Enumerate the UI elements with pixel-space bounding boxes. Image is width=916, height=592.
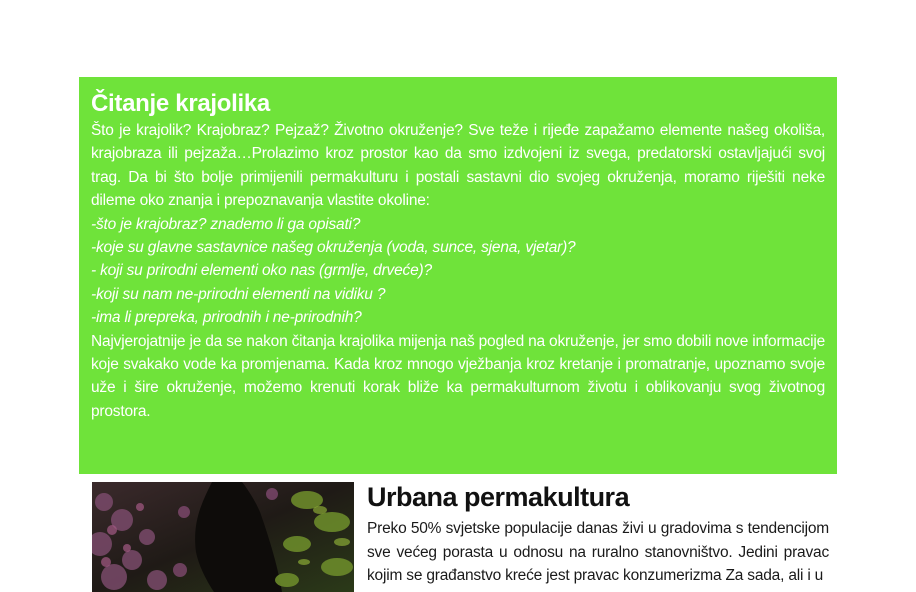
question-item: -ima li prepreka, prirodnih i ne-prirodnih? — [91, 309, 362, 327]
article-body: Preko 50% svjetske populacije danas živi u gradovima s tendencijom sve većeg porasta u odnosu na ruralno stanovništvo. Jedini pravac kojim se građanstvo kreće jest pravac konzumerizma Za sada, ali i u — [367, 520, 829, 584]
question-list — [91, 213, 825, 330]
question-item: - koji su prirodni elementi oko nas (grmlje, drveće)? — [91, 262, 432, 280]
garden-photo-graphic — [92, 482, 354, 592]
question-item: -što je krajobraz? znademo li ga opisati? — [91, 215, 361, 233]
garden-photo — [92, 482, 354, 592]
reading-landscape-box — [79, 77, 837, 474]
box-conclusion: Najvjerojatnije je da se nakon čitanja krajolika mijenja naš pogled na okruženje, jer smo dobili nove informacije koje svakako vode ka promjenama. Kada kroz mnogo vježbanja kroz kretanje i promatranje, upoznamo svoje uže i šire okruženje, možemo krenuti korak bliže ka permakulturnom životu i oblikovanju svog životnog prostora. — [91, 332, 825, 420]
question-item: -koji su nam ne-prirodni elementi na vidiku ? — [91, 285, 386, 303]
box-intro: Što je krajolik? Krajobraz? Pejzaž? Životno okruženje? Sve teže i rijeđe zapažamo elemente našeg okoliša, krajobraza ili pejzaža…Prolazimo kroz prostor kao da smo izdvojeni iz svega, predatorski ostavljajući svoj trag. Da bi što bolje primijenili permakulturu i postali sastavni dio svojeg okruženja, moramo riješiti neke dileme oko znanja i prepoznavanja vlastite okoline: — [91, 122, 825, 210]
article-title: Urbana permakultura — [367, 482, 630, 512]
urban-permaculture-article — [367, 480, 829, 588]
question-item: -koje su glavne sastavnice našeg okruženja (voda, sunce, sjena, vjetar)? — [91, 239, 576, 257]
box-title: Čitanje krajolika — [91, 90, 270, 117]
